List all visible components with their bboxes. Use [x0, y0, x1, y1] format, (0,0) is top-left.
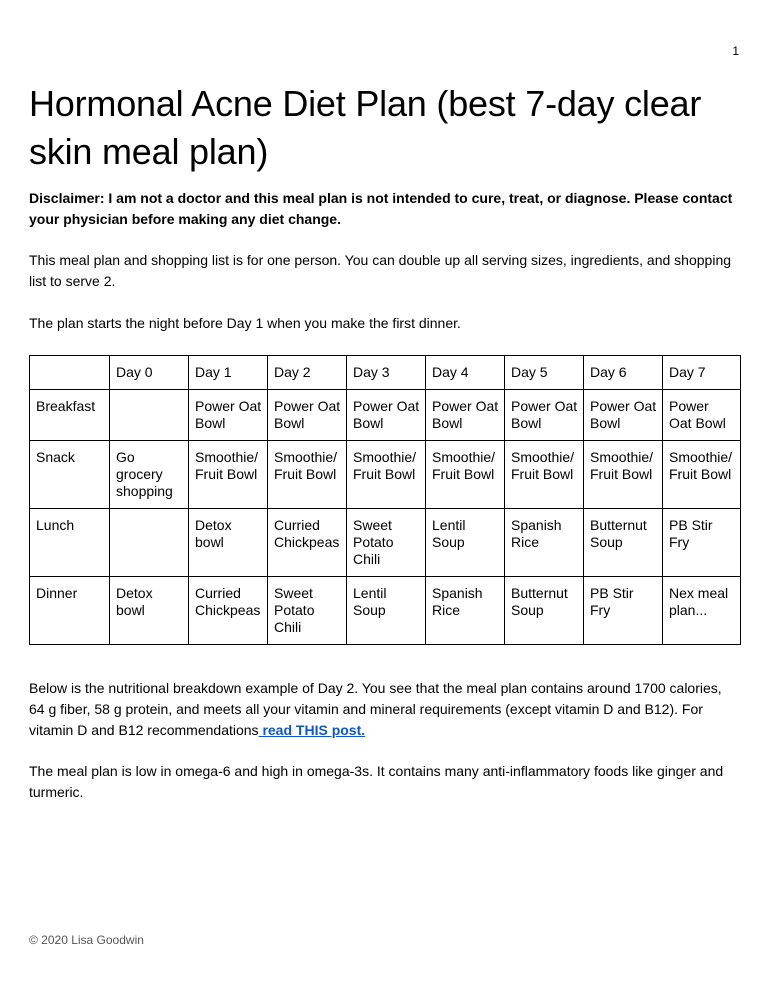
- omega-paragraph: The meal plan is low in omega-6 and high in omega-3s. It contains many anti-inflammatory foods like ginger and turmeric.: [29, 763, 724, 800]
- table-cell: Smoothie/ Fruit Bowl: [347, 441, 426, 509]
- nutrition-paragraph: [29, 678, 740, 741]
- table-cell: [110, 390, 189, 441]
- disclaimer-text: Disclaimer: I am not a doctor and this meal plan is not intended to cure, treat, or diagnose. Please contact your physician before making any diet change.: [29, 190, 733, 227]
- table-cell: Sweet Potato Chili: [268, 577, 347, 645]
- table-header-cell: [30, 356, 110, 390]
- plan-start-paragraph: The plan starts the night before Day 1 when you make the first dinner.: [29, 315, 461, 331]
- page-title: Hormonal Acne Diet Plan (best 7-day clear skin meal plan): [29, 83, 702, 172]
- copyright-footer: © 2020 Lisa Goodwin: [29, 933, 144, 947]
- read-post-link[interactable]: read THIS post.: [258, 722, 366, 738]
- table-cell: Sweet Potato Chili: [347, 509, 426, 577]
- table-cell: Go grocery shopping: [110, 441, 189, 509]
- table-cell: Power Oat Bowl: [663, 390, 741, 441]
- meal-label-cell: Snack: [30, 441, 110, 509]
- table-header-row: [30, 356, 741, 390]
- table-cell: [110, 509, 189, 577]
- table-cell: Curried Chickpeas: [268, 509, 347, 577]
- intro-paragraph: This meal plan and shopping list is for one person. You can double up all serving sizes, ingredients, and shopping list to serve 2.: [29, 252, 732, 289]
- table-cell: Lentil Soup: [426, 509, 505, 577]
- table-header-cell: Day 1: [189, 356, 268, 390]
- table-row: [30, 509, 741, 577]
- table-header-cell: Day 7: [663, 356, 741, 390]
- table-cell: Smoothie/ Fruit Bowl: [189, 441, 268, 509]
- table-cell: Smoothie/ Fruit Bowl: [663, 441, 741, 509]
- table-cell: Butternut Soup: [505, 577, 584, 645]
- table-cell: Detox bowl: [110, 577, 189, 645]
- table-header-cell: Day 5: [505, 356, 584, 390]
- meal-label-cell: Breakfast: [30, 390, 110, 441]
- table-row: [30, 577, 741, 645]
- table-header-cell: Day 6: [584, 356, 663, 390]
- document-body: [29, 80, 740, 824]
- table-cell: Nex meal plan...: [663, 577, 741, 645]
- meal-plan-table: [29, 355, 741, 645]
- table-cell: PB Stir Fry: [663, 509, 741, 577]
- table-cell: Spanish Rice: [505, 509, 584, 577]
- table-cell: Power Oat Bowl: [268, 390, 347, 441]
- table-cell: Butternut Soup: [584, 509, 663, 577]
- table-header-cell: Day 3: [347, 356, 426, 390]
- table-cell: Power Oat Bowl: [426, 390, 505, 441]
- table-cell: Power Oat Bowl: [584, 390, 663, 441]
- table-cell: Smoothie/ Fruit Bowl: [505, 441, 584, 509]
- table-cell: Power Oat Bowl: [189, 390, 268, 441]
- table-cell: Spanish Rice: [426, 577, 505, 645]
- table-header-cell: Day 2: [268, 356, 347, 390]
- table-cell: Smoothie/ Fruit Bowl: [426, 441, 505, 509]
- page-number: 1: [732, 44, 739, 58]
- table-row: [30, 441, 741, 509]
- table-cell: Power Oat Bowl: [505, 390, 584, 441]
- table-cell: Smoothie/ Fruit Bowl: [584, 441, 663, 509]
- table-header-cell: Day 4: [426, 356, 505, 390]
- table-header-cell: Day 0: [110, 356, 189, 390]
- table-cell: Detox bowl: [189, 509, 268, 577]
- nutrition-text: Below is the nutritional breakdown example of Day 2. You see that the meal plan contains around 1700 calories, 64 g fiber, 58 g protein, and meets all your vitamin and mineral requirements (except vitamin D and B12). For vitamin D and B12 recommendations: [29, 680, 722, 738]
- table-cell: PB Stir Fry: [584, 577, 663, 645]
- meal-label-cell: Dinner: [30, 577, 110, 645]
- table-cell: Curried Chickpeas: [189, 577, 268, 645]
- table-cell: Smoothie/ Fruit Bowl: [268, 441, 347, 509]
- table-cell: Lentil Soup: [347, 577, 426, 645]
- meal-label-cell: Lunch: [30, 509, 110, 577]
- table-row: [30, 390, 741, 441]
- table-cell: Power Oat Bowl: [347, 390, 426, 441]
